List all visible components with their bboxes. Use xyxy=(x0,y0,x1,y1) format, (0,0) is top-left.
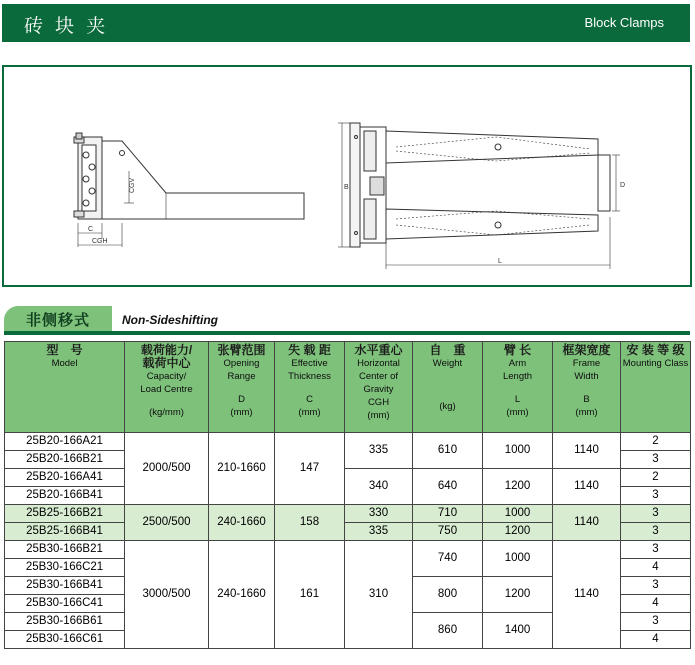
cell-mounting: 3 xyxy=(621,487,691,505)
cell-frame-width: 1140 xyxy=(553,541,621,649)
cell-frame-width: 1140 xyxy=(553,505,621,541)
col-header-opening: 张臂范围 Opening Range D (mm) xyxy=(209,342,275,433)
cell-model: 25B30-166C41 xyxy=(5,595,125,613)
cell-arm-length: 1200 xyxy=(483,523,553,541)
cell-cgh: 310 xyxy=(345,541,413,649)
cell-thickness: 161 xyxy=(275,541,345,649)
cell-weight: 610 xyxy=(413,433,483,469)
page-header xyxy=(2,4,690,42)
cell-weight: 860 xyxy=(413,613,483,649)
col-header-cgh: 水平重心 Horizontal Center of Gravity CGH (mm) xyxy=(345,342,413,433)
label-cgh: CGH xyxy=(92,238,108,245)
cell-mounting: 3 xyxy=(621,577,691,595)
cell-arm-length: 1200 xyxy=(483,469,553,505)
header-title-cn: 砖 块 夹 xyxy=(24,15,109,37)
cell-model: 25B30-166B41 xyxy=(5,577,125,595)
drawing-canvas xyxy=(4,67,690,285)
cell-cgh: 335 xyxy=(345,523,413,541)
cell-mounting: 3 xyxy=(621,613,691,631)
label-cgv: CGV xyxy=(129,177,136,193)
cell-arm-length: 1000 xyxy=(483,505,553,523)
section-title-cn: 非侧移式 xyxy=(26,311,91,329)
cell-weight: 640 xyxy=(413,469,483,505)
cell-model: 25B30-166B61 xyxy=(5,613,125,631)
section-title-en: Non-Sideshifting xyxy=(122,313,218,327)
cell-opening: 240-1660 xyxy=(209,541,275,649)
col-header-capacity: 载荷能力/ 载荷中心 Capacity/ Load Centre (kg/mm) xyxy=(125,342,209,433)
cell-mounting: 3 xyxy=(621,505,691,523)
cell-arm-length: 1000 xyxy=(483,541,553,577)
col-header-mounting: 安 装 等 级 Mounting Class xyxy=(621,342,691,433)
cell-opening: 240-1660 xyxy=(209,505,275,541)
section-divider xyxy=(4,331,690,335)
cell-cgh: 330 xyxy=(345,505,413,523)
cell-mounting: 3 xyxy=(621,451,691,469)
col-header-arm-length: 臂 长 Arm Length L (mm) xyxy=(483,342,553,433)
cell-model: 25B20-166A21 xyxy=(5,433,125,451)
cell-mounting: 2 xyxy=(621,469,691,487)
section-tab xyxy=(4,306,112,332)
cell-mounting: 4 xyxy=(621,631,691,649)
cell-capacity: 2000/500 xyxy=(125,433,209,505)
cell-weight: 750 xyxy=(413,523,483,541)
side-view xyxy=(74,133,304,247)
cell-arm-length: 1400 xyxy=(483,613,553,649)
table-row xyxy=(5,541,691,559)
cell-model: 25B20-166B21 xyxy=(5,451,125,469)
cell-mounting: 3 xyxy=(621,523,691,541)
cell-cgh: 335 xyxy=(345,433,413,469)
cell-mounting: 3 xyxy=(621,541,691,559)
col-header-frame-width: 框架宽度 Frame Width B (mm) xyxy=(553,342,621,433)
header-title-en: Block Clamps xyxy=(584,15,664,30)
table-row xyxy=(5,505,691,523)
cell-frame-width: 1140 xyxy=(553,469,621,505)
cell-mounting: 4 xyxy=(621,595,691,613)
cell-cgh: 340 xyxy=(345,469,413,505)
cell-thickness: 147 xyxy=(275,433,345,505)
cell-model: 25B20-166A41 xyxy=(5,469,125,487)
col-header-weight: 自 重 Weight (kg) xyxy=(413,342,483,433)
cell-model: 25B30-166C21 xyxy=(5,559,125,577)
cell-weight: 710 xyxy=(413,505,483,523)
cell-model: 25B25-166B41 xyxy=(5,523,125,541)
table-row xyxy=(5,433,691,451)
col-header-thickness: 失 载 距 Effective Thickness C (mm) xyxy=(275,342,345,433)
cell-model: 25B30-166C61 xyxy=(5,631,125,649)
spec-table xyxy=(4,341,691,649)
cell-capacity: 2500/500 xyxy=(125,505,209,541)
cell-opening: 210-1660 xyxy=(209,433,275,505)
cell-mounting: 2 xyxy=(621,433,691,451)
cell-arm-length: 1000 xyxy=(483,433,553,469)
cell-frame-width: 1140 xyxy=(553,433,621,469)
cell-arm-length: 1200 xyxy=(483,577,553,613)
technical-drawing xyxy=(2,65,692,287)
table-header-row xyxy=(5,342,691,433)
label-l: L xyxy=(498,258,502,265)
cell-model: 25B30-166B21 xyxy=(5,541,125,559)
cell-capacity: 3000/500 xyxy=(125,541,209,649)
cell-model: 25B25-166B21 xyxy=(5,505,125,523)
table-row xyxy=(5,469,691,487)
label-d: D xyxy=(620,182,626,189)
cell-model: 25B20-166B41 xyxy=(5,487,125,505)
cell-weight: 740 xyxy=(413,541,483,577)
col-header-model: 型 号 Model xyxy=(5,342,125,433)
cell-weight: 800 xyxy=(413,577,483,613)
label-c: C xyxy=(88,226,94,233)
top-view xyxy=(338,123,620,269)
label-b: B xyxy=(344,184,349,191)
cell-thickness: 158 xyxy=(275,505,345,541)
cell-mounting: 4 xyxy=(621,559,691,577)
